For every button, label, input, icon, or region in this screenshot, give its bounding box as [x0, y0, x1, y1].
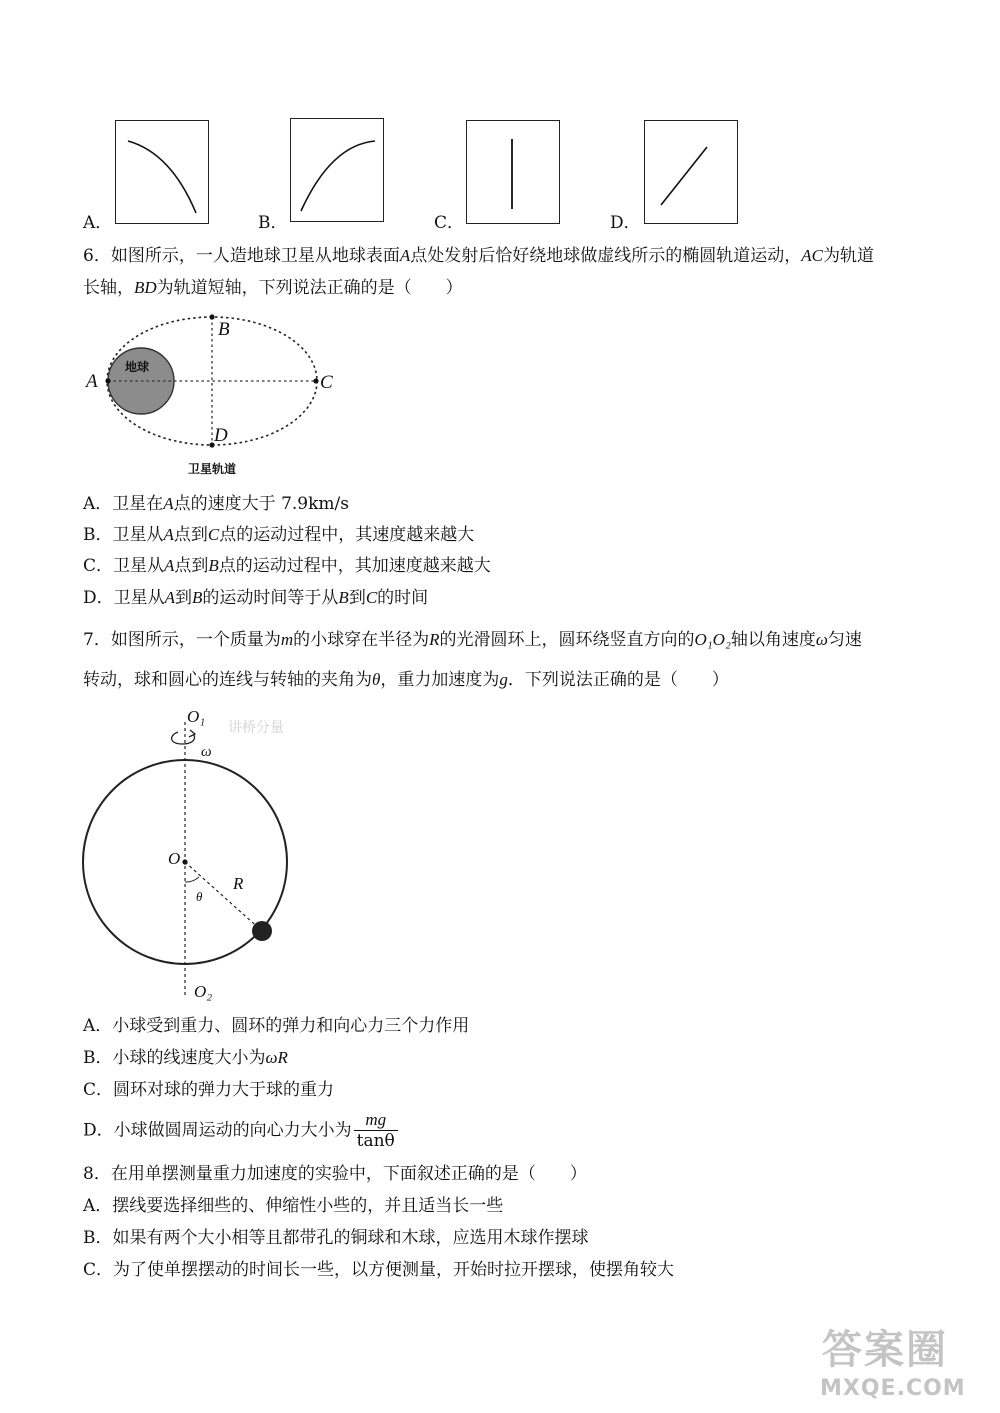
q6-option-d	[83, 586, 428, 610]
watermark-url: MXQE.COM	[820, 1376, 966, 1401]
q6-point-d: D	[214, 425, 228, 446]
q6-option-c-text-3: 点的运动过程中，其加速度越来越大	[218, 556, 491, 576]
q6-option-d-text-5: 的时间	[377, 588, 429, 608]
q7-var-m: m	[280, 630, 294, 649]
q7-stem-text-7: ，重力加速度为	[380, 670, 500, 690]
q7-var-r: R	[429, 630, 440, 649]
q7-stem-text-5: 匀速	[827, 630, 862, 650]
q6-option-a-text-2: 点的速度大于 7.9km/s	[173, 494, 349, 514]
q5-option-a-label: A．	[83, 213, 113, 233]
q6-orbit-diagram	[80, 305, 340, 485]
q6-option-a-text: A．卫星在	[83, 494, 164, 514]
q6-option-d-text-2: 到	[175, 588, 193, 608]
q6-var-ac: AC	[801, 246, 823, 265]
q7-fraction-denominator: tanθ	[356, 1131, 395, 1151]
q7-faint-text: 讲桥分量	[228, 720, 284, 736]
q6-option-b-var: A	[163, 525, 174, 544]
q7-label-o2: O₂	[194, 982, 213, 1001]
q6-option-d-var-4: C	[365, 588, 378, 607]
q8-option-b: B．如果有两个大小相等且都带孔的铜球和木球，应选用木球作摆球	[83, 1228, 589, 1248]
q6-option-d-text-4: 到	[348, 588, 366, 608]
q6-option-d-text: D．卫星从	[83, 588, 165, 608]
q7-option-d-text: D．小球做圆周运动的向心力大小为	[83, 1120, 352, 1141]
q8-option-c: C．为了使单摆摆动的时间长一些，以方便测量，开始时拉开摆球，使摆角较大	[83, 1260, 675, 1280]
q7-label-omega: ω	[201, 744, 212, 760]
q6-point-c: C	[320, 372, 333, 393]
q5-graph-c	[466, 120, 560, 224]
q7-label-o: O	[168, 849, 181, 868]
q6-stem-text-2: 点处发射后恰好绕地球做虚线所示的椭圆轨道运动，	[410, 246, 802, 266]
q6-stem-text-3: 为轨道	[822, 246, 874, 266]
q7-var-theta: θ	[372, 670, 381, 689]
q6-option-d-var: A	[164, 588, 176, 607]
q5-option-b-label: B．	[258, 213, 288, 233]
q7-fraction-numerator: mg	[354, 1110, 398, 1131]
q8-stem: 8．在用单摆测量重力加速度的实验中，下面叙述正确的是（ ）	[83, 1164, 587, 1184]
q6-option-a	[83, 492, 349, 516]
q6-option-c-text: C．卫星从	[83, 556, 165, 576]
q7-option-d	[83, 1110, 398, 1151]
q6-var-bd: BD	[134, 278, 157, 297]
q7-option-c: C．圆环对球的弹力大于球的重力	[83, 1080, 335, 1100]
q6-option-b-text: B．卫星从	[83, 525, 164, 545]
q6-point-b: B	[218, 319, 230, 340]
q6-stem-text: 6．如图所示，一人造地球卫星从地球表面	[83, 246, 400, 266]
q6-option-b-text-2: 点到	[173, 525, 208, 545]
q7-stem-text-2: 的小球穿在半径为	[293, 630, 430, 650]
q7-stem-text-8: ．下列说法正确的是（ ）	[507, 670, 729, 690]
q6-option-d-var-2: B	[192, 588, 203, 607]
q6-var-a: A	[399, 246, 411, 265]
q6-option-d-text-3: 的运动时间等于从	[202, 588, 339, 608]
q6-stem-line2	[83, 276, 463, 300]
q6-option-d-var-3: B	[338, 588, 349, 607]
q5-curve-d	[645, 121, 737, 223]
q5-option-d-label: D．	[610, 213, 641, 233]
q6-stem-line1	[83, 244, 874, 268]
q7-stem-text-4: 轴以角速度	[730, 630, 816, 650]
q5-curve-a	[116, 121, 208, 223]
q7-stem-text: 7．如图所示，一个质量为	[83, 630, 281, 650]
q7-option-b-value: ωR	[265, 1048, 288, 1067]
q6-option-c-var: A	[164, 556, 175, 575]
q7-label-r: R	[233, 874, 244, 893]
q7-var-axis: O₁O₂	[694, 630, 731, 649]
q5-curve-c	[467, 121, 559, 223]
q7-var-g: g	[499, 670, 508, 689]
q6-figure-caption: 卫星轨道	[188, 462, 237, 476]
q6-option-b	[83, 523, 474, 547]
q5-graph-a	[115, 120, 209, 224]
q6-option-c-var-2: B	[208, 556, 219, 575]
q7-label-theta: θ	[196, 889, 203, 904]
q7-option-a: A．小球受到重力、圆环的弹力和向心力三个力作用	[83, 1016, 470, 1036]
q6-stem-text-4: 长轴，	[83, 278, 134, 298]
watermark-logo: 答案圈	[822, 1327, 948, 1373]
q7-stem-line1	[83, 628, 862, 652]
q6-option-a-var: A	[163, 494, 174, 513]
q7-var-omega: ω	[815, 630, 828, 649]
q7-label-o1: O₁	[187, 707, 206, 726]
q7-option-b	[83, 1046, 288, 1070]
q7-option-d-fraction	[354, 1110, 398, 1151]
q8-option-a: A．摆线要选择细些的、伸缩性小些的，并且适当长一些	[83, 1196, 504, 1216]
q7-ring-figure	[78, 700, 318, 1005]
q7-stem-text-3: 的光滑圆环上，圆环绕竖直方向的	[439, 630, 695, 650]
q6-option-c	[83, 554, 491, 578]
q7-ring-diagram	[78, 700, 318, 1005]
q6-option-c-text-2: 点到	[174, 556, 209, 576]
q6-option-b-text-3: 点的运动过程中，其速度越来越大	[219, 525, 475, 545]
q6-earth-label: 地球	[125, 360, 150, 374]
q6-point-a: A	[86, 371, 98, 392]
q7-stem-text-6: 转动，球和圆心的连线与转轴的夹角为	[83, 670, 372, 690]
q5-graph-d	[644, 120, 738, 224]
q7-option-b-text: B．小球的线速度大小为	[83, 1048, 266, 1068]
q7-stem-line2	[83, 668, 729, 692]
q5-option-c-label: C．	[434, 213, 465, 233]
q5-curve-b	[291, 119, 383, 221]
q5-graph-b	[290, 118, 384, 222]
q6-stem-text-5: 为轨道短轴，下列说法正确的是（ ）	[156, 278, 463, 298]
q6-orbit-figure	[80, 305, 340, 485]
q6-option-b-var-2: C	[207, 525, 220, 544]
